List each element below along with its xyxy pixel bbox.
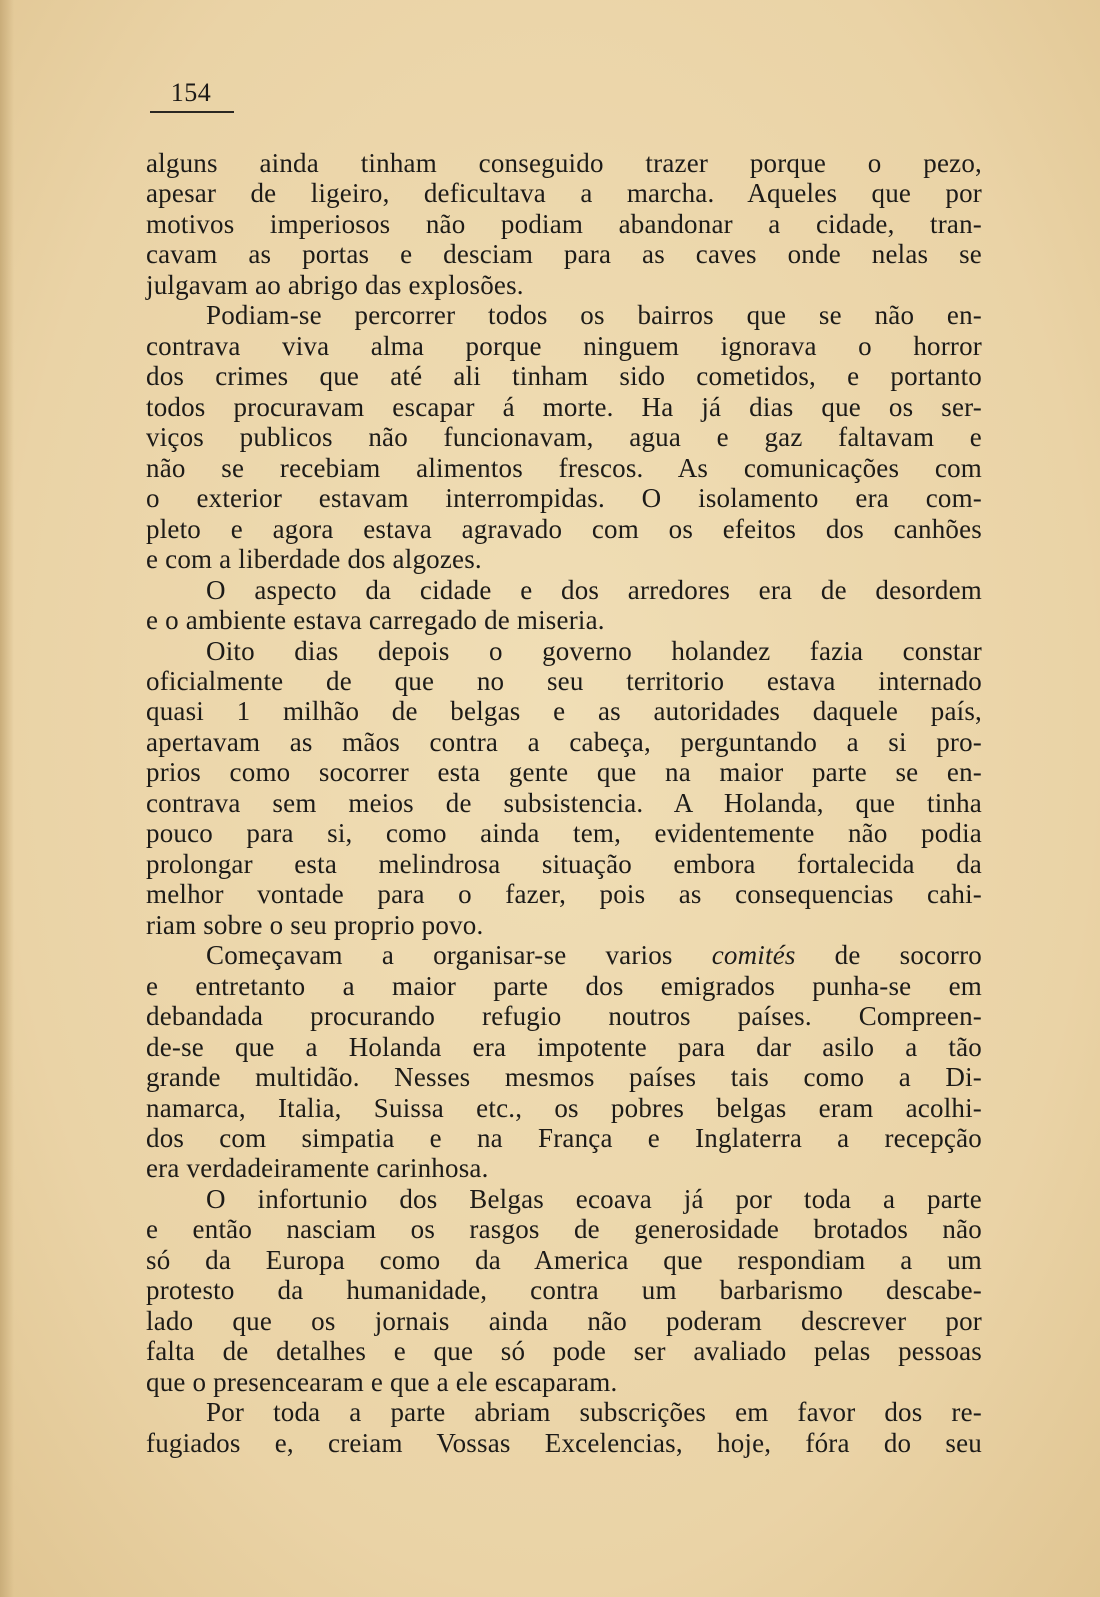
text-line: dos crimes que até ali tinham sido cometidos, e portanto	[146, 361, 982, 392]
text-line: cavam as portas e desciam para as caves onde nelas se	[146, 239, 982, 270]
text-line: quasi 1 milhão de belgas e as autoridades daquele país,	[146, 696, 982, 727]
page-number-rule	[150, 111, 234, 113]
text-line: viços publicos não funcionavam, agua e gaz faltavam e	[146, 422, 982, 453]
text-line: riam sobre o seu proprio povo.	[146, 909, 484, 940]
text-line: que o presencearam e que a ele escaparam.	[146, 1366, 618, 1397]
text-line: dos com simpatia e na França e Inglaterra a recepção	[146, 1123, 982, 1153]
text-line: prolongar esta melindrosa situação embora fortalecida da	[146, 848, 982, 879]
text-line: o exterior estavam interrompidas. O isolamento era com-	[146, 483, 982, 514]
text-line: O aspecto da cidade e dos arredores era de desordem	[206, 574, 982, 605]
text-span: de socorro	[795, 940, 982, 971]
text-line: grande multidão. Nesses mesmos países tais como a Di-	[146, 1062, 982, 1093]
text-line: não se recebiam alimentos frescos. As comunicações com	[146, 452, 982, 483]
text-line: alguns ainda tinham conseguido trazer porque o pezo,	[146, 148, 982, 178]
text-line: pleto e agora estava agravado com os efeitos dos canhões	[146, 513, 982, 544]
text-line: e o ambiente estava carregado de miseria.	[146, 605, 605, 636]
text-line: namarca, Italia, Suissa etc., os pobres belgas eram acolhi-	[146, 1092, 982, 1123]
text-line: Podiam-se percorrer todos os bairros que se não en-	[206, 300, 982, 331]
text-line: motivos imperiosos não podiam abandonar a cidade, tran-	[146, 208, 982, 239]
text-line: todos procuravam escapar á morte. Ha já dias que os ser-	[146, 391, 982, 422]
page-edge-shadow	[0, 0, 14, 1597]
text-line: O infortunio dos Belgas ecoava já por toda a parte	[206, 1183, 982, 1214]
text-line: julgavam ao abrigo das explosões.	[146, 269, 524, 300]
text-line: e com a liberdade dos algozes.	[146, 544, 482, 575]
text-line: só da Europa como da America que respondiam a um	[146, 1244, 982, 1275]
text-line: Por toda a parte abriam subscrições em favor dos re-	[206, 1397, 982, 1428]
text-line: melhor vontade para o fazer, pois as consequencias cahi-	[146, 879, 982, 910]
text-line: era verdadeiramente carinhosa.	[146, 1153, 489, 1184]
text-line: debandada procurando refugio noutros países. Compreen-	[146, 1001, 982, 1032]
text-line: Oito dias depois o governo holandez fazia constar	[206, 635, 982, 666]
italic-word: comités	[711, 940, 796, 971]
text-line: protesto da humanidade, contra um barbarismo descabe-	[146, 1275, 982, 1306]
text-line: contrava viva alma porque ninguem ignorava o horror	[146, 330, 982, 361]
text-line: e então nasciam os rasgos de generosidade brotados não	[146, 1214, 982, 1245]
text-line: e entretanto a maior parte dos emigrados punha-se em	[146, 970, 982, 1001]
text-line: pouco para si, como ainda tem, evidentemente não podia	[146, 818, 982, 849]
text-span: Começavam a organisar-se varios	[206, 940, 712, 971]
text-line: contrava sem meios de subsistencia. A Holanda, que tinha	[146, 787, 982, 818]
text-line: apertavam as mãos contra a cabeça, perguntando a si pro-	[146, 726, 982, 757]
body-text	[146, 148, 982, 1458]
text-line: lado que os jornais ainda não poderam descrever por	[146, 1305, 982, 1336]
page-number: 154	[170, 78, 212, 107]
text-line: apesar de ligeiro, deficultava a marcha. Aqueles que por	[146, 178, 982, 209]
text-line: prios como socorrer esta gente que na maior parte se en-	[146, 757, 982, 788]
text-line: de-se que a Holanda era impotente para dar asilo a tão	[146, 1031, 982, 1062]
text-line	[146, 940, 982, 970]
text-line: fugiados e, creiam Vossas Excelencias, hoje, fóra do seu	[146, 1427, 982, 1458]
text-line: falta de detalhes e que só pode ser avaliado pelas pessoas	[146, 1336, 982, 1367]
text-line: oficialmente de que no seu territorio estava internado	[146, 665, 982, 696]
